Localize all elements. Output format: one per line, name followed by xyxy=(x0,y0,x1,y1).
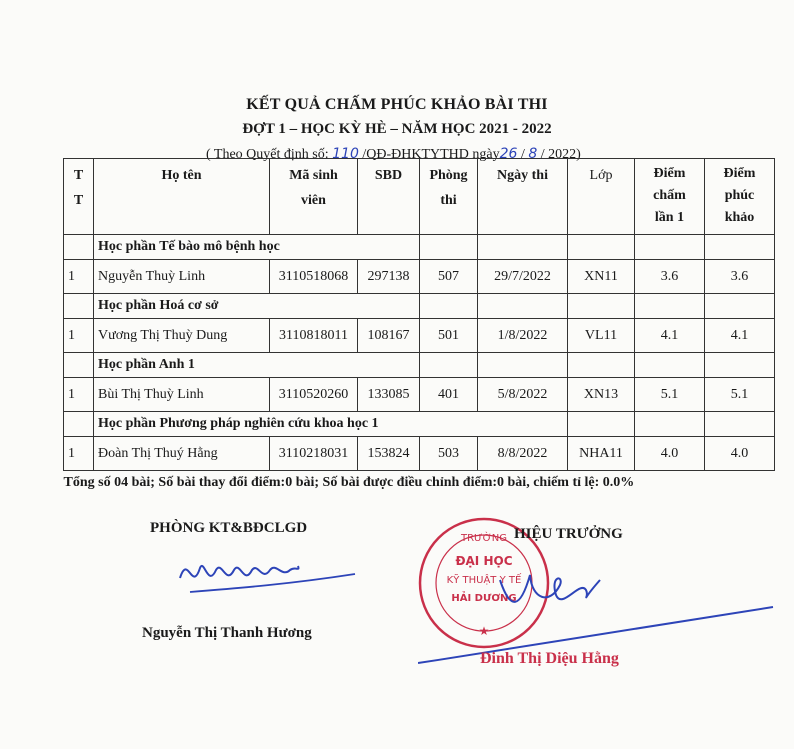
cell-student-id: 3110818011 xyxy=(270,319,358,353)
cell-student-id: 3110518068 xyxy=(270,260,358,294)
cell-tt: 1 xyxy=(64,260,94,294)
cell-tt: 1 xyxy=(64,319,94,353)
document-subtitle: ĐỢT 1 – HỌC KỲ HÈ – NĂM HỌC 2021 - 2022 xyxy=(242,121,552,137)
cell-student-id: 3110218031 xyxy=(270,437,358,471)
cell-score1: 4.1 xyxy=(635,319,705,353)
decision-prefix: ( Theo Quyết định số: xyxy=(206,147,329,162)
section-row xyxy=(64,294,775,319)
cell-sbd: 153824 xyxy=(358,437,420,471)
section-name: Học phần Phương pháp nghiên cứu khoa học 1 xyxy=(94,412,568,437)
decision-slash: / xyxy=(520,147,525,162)
summary-row xyxy=(64,471,775,496)
cell-date: 29/7/2022 xyxy=(478,260,568,294)
cell-date: 5/8/2022 xyxy=(478,378,568,412)
table-row xyxy=(64,437,775,471)
cell-name: Đoàn Thị Thuý Hằng xyxy=(94,437,270,471)
cell-score1: 5.1 xyxy=(635,378,705,412)
summary-text: Tổng số 04 bài; Số bài thay đổi điểm:0 bài; Số bài được điều chỉnh điểm:0 bài, chiếm tỉ lệ: 0.0% xyxy=(64,471,775,496)
header-row xyxy=(64,159,775,235)
section-row xyxy=(64,235,775,260)
section-name: Học phần Anh 1 xyxy=(94,353,420,378)
stamp-star-icon: ★ xyxy=(478,624,490,638)
col-sbd: SBD xyxy=(358,159,420,235)
cell-room: 503 xyxy=(420,437,478,471)
cell-score2: 5.1 xyxy=(705,378,775,412)
right-signer-title: HIỆU TRƯỞNG xyxy=(514,526,623,542)
table-row xyxy=(64,319,775,353)
col-date: Ngày thi xyxy=(478,159,568,235)
left-signer-title: PHÒNG KT&BĐCLGD xyxy=(150,520,308,536)
col-score1: Điểm chấm lần 1 xyxy=(635,159,705,235)
decision-number: 110 xyxy=(332,146,359,162)
left-signature xyxy=(170,548,360,608)
cell-room: 501 xyxy=(420,319,478,353)
col-student-id: Mã sinh viên xyxy=(270,159,358,235)
decision-day: 26 xyxy=(499,146,518,162)
col-class: Lớp xyxy=(568,159,635,235)
stamp-line1: TRƯỜNG xyxy=(461,533,507,544)
cell-date: 8/8/2022 xyxy=(478,437,568,471)
cell-sbd: 297138 xyxy=(358,260,420,294)
cell-score1: 4.0 xyxy=(635,437,705,471)
stamp-line3: KỸ THUẬT Y TẾ xyxy=(446,575,522,586)
section-row xyxy=(64,353,775,378)
cell-score2: 4.1 xyxy=(705,319,775,353)
cell-class: VL11 xyxy=(568,319,635,353)
cell-class: XN11 xyxy=(568,260,635,294)
cell-student-id: 3110520260 xyxy=(270,378,358,412)
cell-room: 401 xyxy=(420,378,478,412)
results-table xyxy=(63,158,775,495)
cell-sbd: 133085 xyxy=(358,378,420,412)
decision-month: 8 xyxy=(528,146,538,162)
cell-score1: 3.6 xyxy=(635,260,705,294)
col-tt: T T xyxy=(64,159,94,235)
stamp-line4: HẢI DƯƠNG xyxy=(451,593,517,604)
section-name: Học phần Tế bào mô bệnh học xyxy=(94,235,420,260)
stamp-line2: ĐẠI HỌC xyxy=(455,554,513,568)
cell-score2: 3.6 xyxy=(705,260,775,294)
cell-tt: 1 xyxy=(64,437,94,471)
table-row xyxy=(64,378,775,412)
col-score2: Điểm phúc khảo xyxy=(705,159,775,235)
cell-name: Vương Thị Thuỳ Dung xyxy=(94,319,270,353)
cell-room: 507 xyxy=(420,260,478,294)
decision-suffix: / 2022) xyxy=(540,147,581,162)
cell-date: 1/8/2022 xyxy=(478,319,568,353)
document-title: KẾT QUẢ CHẤM PHÚC KHẢO BÀI THI xyxy=(246,96,548,113)
left-signer-name: Nguyễn Thị Thanh Hương xyxy=(142,625,312,641)
right-signer-name: Đinh Thị Diệu Hằng xyxy=(480,650,619,667)
cell-sbd: 108167 xyxy=(358,319,420,353)
section-name: Học phần Hoá cơ sở xyxy=(94,294,420,319)
table-row xyxy=(64,260,775,294)
cell-class: NHA11 xyxy=(568,437,635,471)
decision-middle: /QĐ-ĐHKTYTHD ngày xyxy=(362,147,500,162)
col-name: Họ tên xyxy=(94,159,270,235)
cell-name: Bùi Thị Thuỳ Linh xyxy=(94,378,270,412)
section-row xyxy=(64,412,775,437)
cell-class: XN13 xyxy=(568,378,635,412)
col-room: Phòng thi xyxy=(420,159,478,235)
cell-name: Nguyễn Thuỳ Linh xyxy=(94,260,270,294)
cell-score2: 4.0 xyxy=(705,437,775,471)
cell-tt: 1 xyxy=(64,378,94,412)
